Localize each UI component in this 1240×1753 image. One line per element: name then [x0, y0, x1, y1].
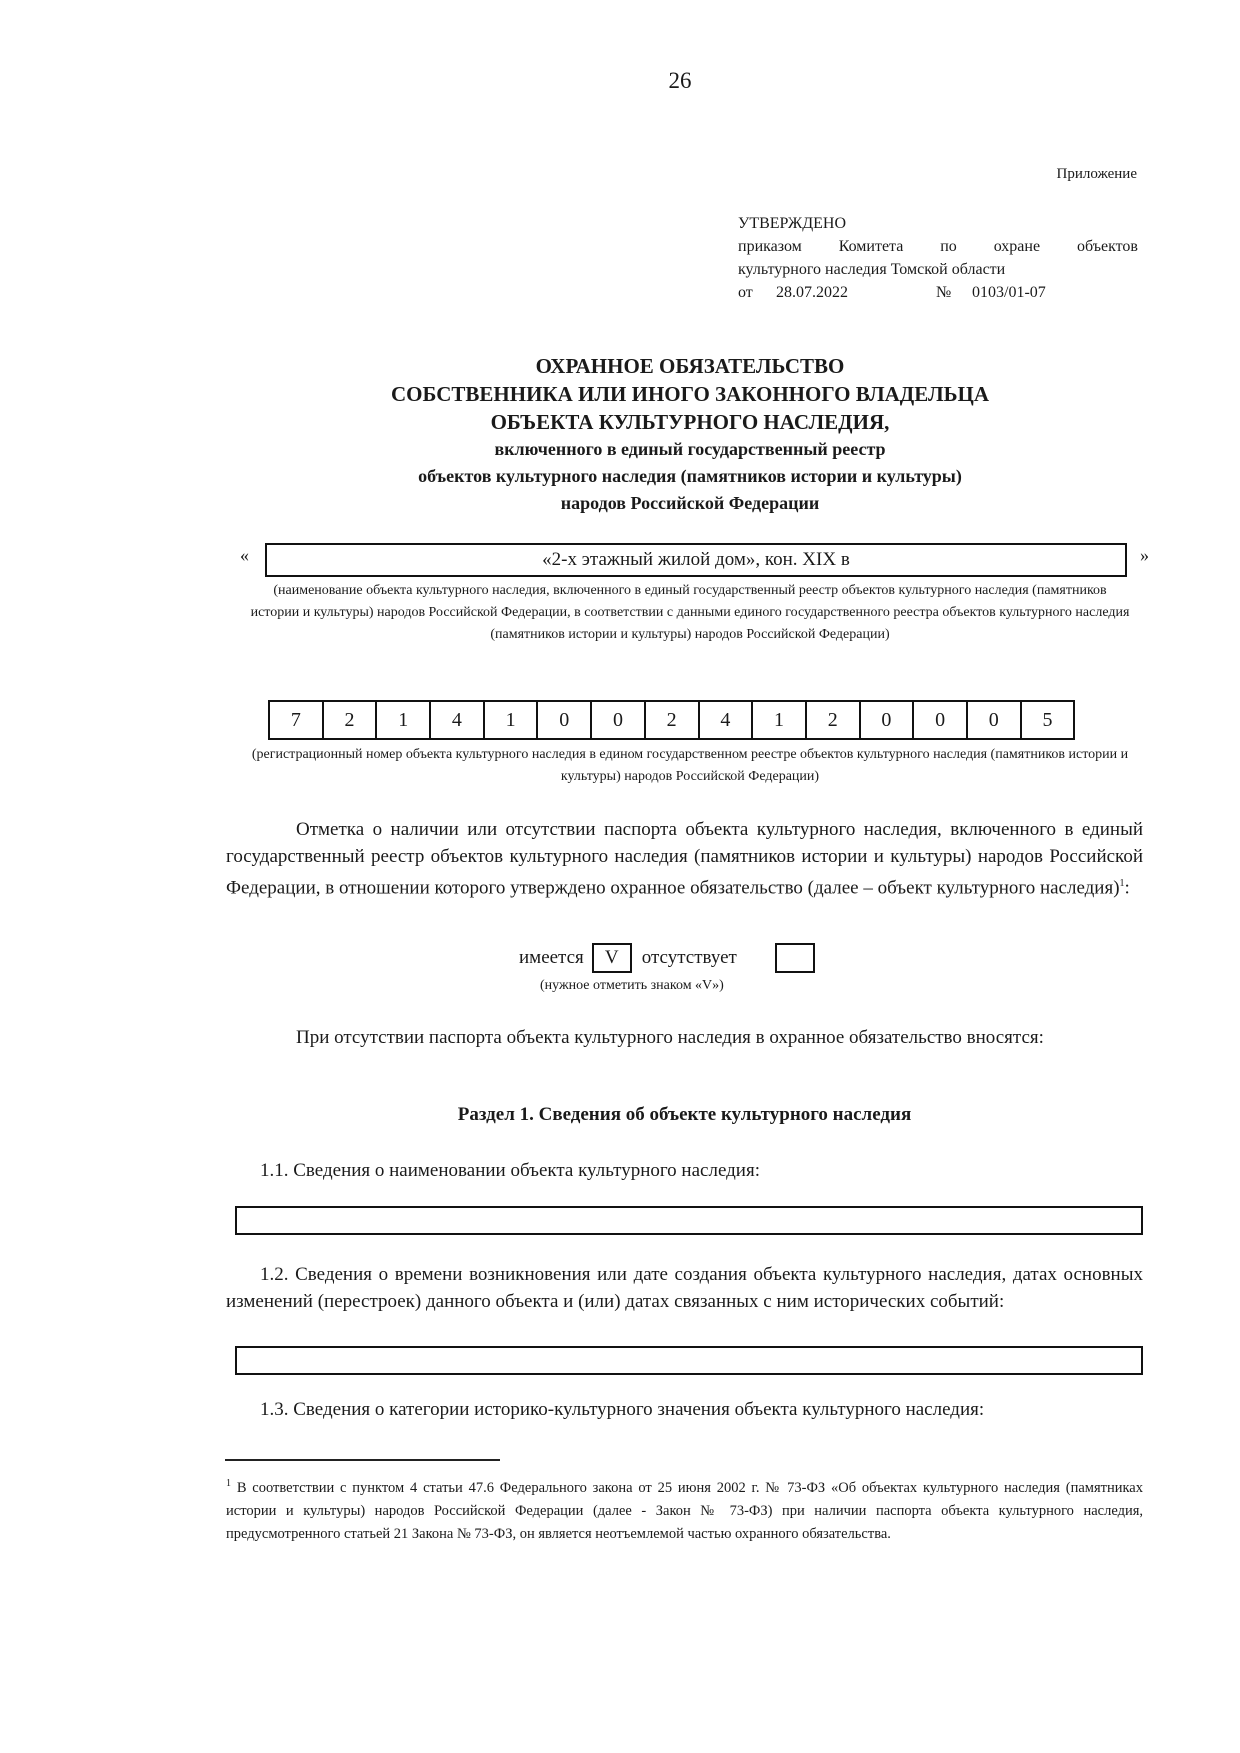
object-name-field[interactable]: «2-х этажный жилой дом», кон. XIX в [265, 543, 1127, 577]
footnote-ref[interactable]: 1 [1119, 878, 1125, 889]
reg-digit[interactable]: 1 [751, 700, 807, 740]
present-label: имеется [519, 947, 584, 968]
appendix-label: Приложение [1056, 166, 1137, 182]
reg-digit[interactable]: 5 [1020, 700, 1076, 740]
passport-mark-row [519, 943, 815, 973]
footnote: $^1$ В соответствии с пунктом 4 статьи 47.6 Федерального закона от 25 июня 2002 г. № 73-ФЗ «Об объектах культурного наследия (памятниках истории и культуры) народов Российской Федерации (далее - Закон № 73-ФЗ) при наличии паспорта объекта культурного наследия, предусмотренного статьей 21 Закона № 73-ФЗ, он является неотъемлемой частью охранного обязательства. [226, 1478, 1143, 1542]
reg-digit[interactable]: 0 [536, 700, 592, 740]
footnote-separator [225, 1459, 500, 1461]
reg-digit[interactable]: 7 [268, 700, 324, 740]
approval-number: 0103/01-07 [972, 284, 1046, 301]
reg-digit[interactable]: 2 [805, 700, 861, 740]
absent-note: При отсутствии паспорта объекта культурного наследия в охранное обязательство вносятся: [296, 1027, 1044, 1048]
registration-number-field[interactable] [268, 700, 1075, 740]
reg-digit[interactable]: 0 [859, 700, 915, 740]
absent-checkbox[interactable] [775, 943, 815, 973]
mark-hint: (нужное отметить знаком «V») [540, 978, 724, 993]
reg-digit[interactable]: 1 [375, 700, 431, 740]
absent-label: отсутствует [641, 947, 737, 968]
present-checkbox[interactable]: V [592, 943, 632, 973]
close-quote: » [1140, 545, 1149, 565]
reg-digit[interactable]: 4 [698, 700, 754, 740]
approval-date: 28.07.2022 [776, 284, 848, 301]
document-title: ОХРАННОЕ ОБЯЗАТЕЛЬСТВО СОБСТВЕННИКА ИЛИ ИНОГО ЗАКОННОГО ВЛАДЕЛЬЦА ОБЪЕКТА КУЛЬТУРНОГО НАСЛЕДИЯ, включенного в единый государственный реестр объектов культурного наследия (памятников истории и культуры) народов Российской Федерации [390, 354, 989, 513]
approval-heading: УТВЕРЖДЕНО [738, 215, 847, 232]
approval-date-row: от 28.07.2022 № 0103/01-07 [738, 281, 1138, 304]
approval-authority: культурного наследия Томской области [738, 261, 1006, 278]
reg-digit[interactable]: 4 [429, 700, 485, 740]
passport-paragraph: Отметка о наличии или отсутствии паспорта объекта культурного наследия, включенного в единый государственный реестр объектов культурного наследия (памятников истории и культуры) народов Российской Федерации, в отношении которого утверждено охранное обязательство (далее – объект культурного наследия)$^1$: [226, 819, 1143, 899]
item-1-3: 1.3. Сведения о категории историко-культурного значения объекта культурного наследия: [260, 1399, 985, 1420]
item-1-2-field[interactable] [235, 1346, 1143, 1375]
reg-digit[interactable]: 0 [966, 700, 1022, 740]
reg-digit[interactable]: 0 [912, 700, 968, 740]
registration-caption: (регистрационный номер объекта культурного наследия в едином государственном реестре объектов культурного наследия (памятников истории и культуры) народов Российской Федерации) [251, 747, 1129, 784]
section-title: Раздел 1. Сведения об объекте культурного наследия [457, 1104, 912, 1125]
approval-line-order: приказом Комитета по охране объектов [738, 238, 1138, 255]
reg-digit[interactable]: 2 [322, 700, 378, 740]
item-1-1-field[interactable] [235, 1206, 1143, 1235]
reg-digit[interactable]: 2 [644, 700, 700, 740]
item-1-2: 1.2. Сведения о времени возникновения или дате создания объекта культурного наследия, датах основных изменений (перестроек) данного объекта и (или) датах связанных с ним исторических событий: [226, 1264, 1143, 1312]
open-quote: « [240, 545, 249, 565]
approval-stamp [738, 212, 1138, 304]
page-number: 26 [668, 68, 692, 93]
reg-digit[interactable]: 0 [590, 700, 646, 740]
reg-digit[interactable]: 1 [483, 700, 539, 740]
object-name-caption: (наименование объекта культурного наследия, включенного в единый государственный реестр объектов культурного наследия (памятников истории и культуры) народов Российской Федерации, в соответствии с данными единого государственного реестра объектов культурного наследия (памятников истории и культуры) народов Российской Федерации) [250, 583, 1130, 642]
item-1-1: 1.1. Сведения о наименовании объекта культурного наследия: [260, 1160, 760, 1181]
